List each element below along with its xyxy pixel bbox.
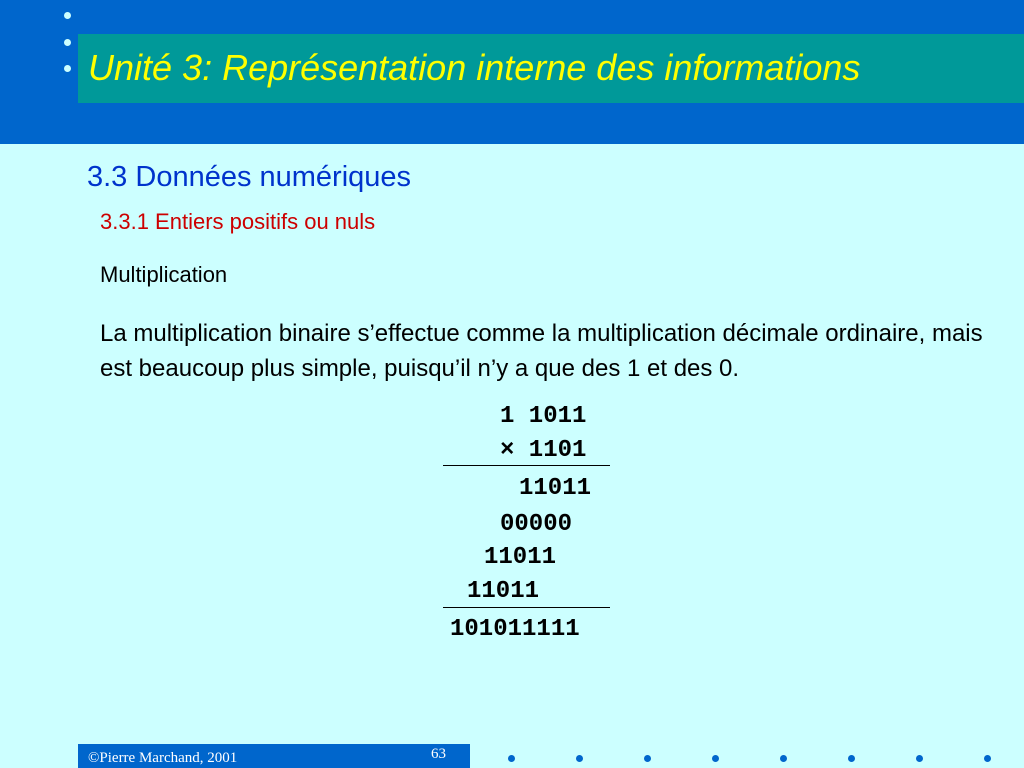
footer-copyright: ©Pierre Marchand, 2001 bbox=[88, 750, 238, 766]
body-paragraph: La multiplication binaire s’effectue comme la multiplication décimale ordinaire, mais est beaucoup plus simple, puisqu’il n’y a que des 1 et des 0. bbox=[100, 320, 983, 382]
footer-bullet-dot bbox=[576, 755, 583, 762]
footer-bullet-dot bbox=[916, 755, 923, 762]
footer-bullet-dot bbox=[780, 755, 787, 762]
footer-bullet-dot bbox=[508, 755, 515, 762]
footer-bullet-dot bbox=[644, 755, 651, 762]
multiplication-rule bbox=[443, 465, 610, 466]
footer-bullet-dot bbox=[984, 755, 991, 762]
partial-product: 11011 bbox=[484, 544, 557, 571]
partial-product: 11011 bbox=[467, 578, 540, 605]
topic-label: Multiplication bbox=[100, 262, 228, 287]
partial-product: 00000 bbox=[500, 511, 573, 538]
header-bullet-dot bbox=[64, 12, 71, 19]
multiplier: × 1101 bbox=[500, 437, 587, 464]
result: 101011111 bbox=[450, 616, 580, 643]
slide-title: Unité 3: Représentation interne des informations bbox=[88, 47, 861, 88]
partial-product: 11011 bbox=[519, 475, 592, 502]
header-bullet-dot bbox=[64, 65, 71, 72]
multiplicand: 1 1011 bbox=[500, 403, 587, 430]
footer-bullet-dot bbox=[712, 755, 719, 762]
footer-bullet-dot bbox=[848, 755, 855, 762]
header-bullet-dot bbox=[64, 39, 71, 46]
sum-rule bbox=[443, 607, 610, 608]
subsection-heading: 3.3.1 Entiers positifs ou nuls bbox=[100, 209, 376, 234]
page-number: 63 bbox=[431, 746, 446, 762]
section-heading: 3.3 Données numériques bbox=[87, 161, 412, 193]
